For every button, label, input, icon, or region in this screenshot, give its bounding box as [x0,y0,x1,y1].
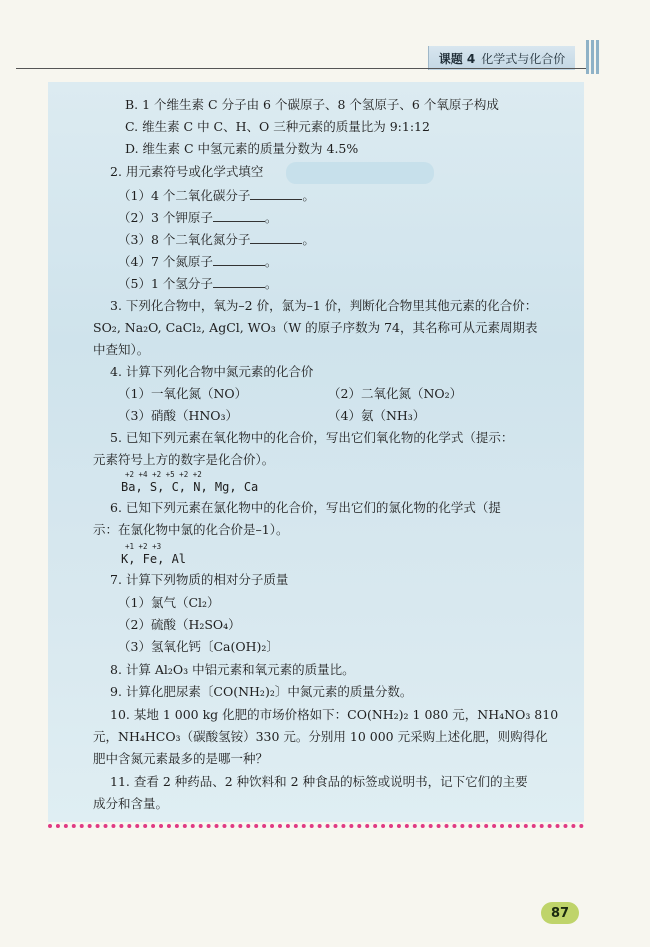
text-line: B. 1 个维生素 C 分子由 6 个碳原子、8 个氢原子、6 个氧原子构成 [125,97,499,112]
text-line: 肥中含氮元素最多的是哪一种？ [93,751,269,766]
question-11: 11. 查看 2 种药品、2 种饮料和 2 种食品的标签或说明书，记下它们的主要 [110,774,528,789]
question-8: 8. 计算 Al₂O₃ 中铝元素和氧元素的质量比。 [110,662,355,677]
question-4: 4. 计算下列化合物中氮元素的化合价 [110,364,314,379]
text-line: 成分和含量。 [93,796,169,811]
sub-item: （1）氯气（Cl₂） [118,595,220,610]
header-rule [16,68,586,69]
element-list: K, Fe, Al [121,552,187,566]
oxidation-states: +2 +4 +2 +5 +2 +2 [125,470,202,479]
question-5: 5. 已知下列元素在氧化物中的化合价，写出它们氧化物的化学式（提示： [110,430,514,445]
text-line: 中查知）。 [93,342,150,357]
text-line: SO₂, Na₂O, CaCl₂, AgCl, WO₃（W 的原子序数为 74，其名称可从元素周期表 [93,320,538,335]
lesson-number: 课题 4 [438,51,476,66]
fill-blank-line: （2）3 个钾原子 。 [118,210,278,225]
sub-item: （2）二氧化氮（NO₂） [328,386,463,401]
question-6: 6. 已知下列元素在氯化物中的化合价，写出它们的氯化物的化学式（提 [110,500,501,515]
sub-item: （3）硝酸（HNO₃） [118,408,239,423]
top-margin [0,0,650,40]
sub-item: （1）一氧化氮（NO） [118,386,248,401]
edge-decoration [586,40,606,74]
fill-blank-line: （1）4 个二氧化碳分子 。 [118,188,315,203]
dotted-divider [48,824,584,828]
answer-blank [213,275,265,288]
page-number: 87 [541,902,579,924]
fill-blank-line: （4）7 个氮原子 。 [118,254,278,269]
question-9: 9. 计算化肥尿素〔CO(NH₂)₂〕中氮元素的质量分数。 [110,684,413,699]
sub-item: （4）氨（NH₃） [328,408,426,423]
answer-blank [250,187,302,200]
text-line: C. 维生素 C 中 C、H、O 三种元素的质量比为 9:1:12 [125,119,430,134]
element-list: Ba, S, C, N, Mg, Ca [121,480,259,494]
answer-blank [213,253,265,266]
panel-banner-decoration [286,162,434,184]
answer-blank [213,209,265,222]
question-10: 10. 某地 1 000 kg 化肥的市场价格如下：CO(NH₂)₂ 1 080 元，NH₄NO₃ 810 [110,707,559,722]
fill-blank-line: （3）8 个二氧化氮分子 。 [118,232,315,247]
oxidation-states: +1 +2 +3 [125,542,162,551]
sub-item: （2）硫酸（H₂SO₄） [118,617,241,632]
text-line: 元素符号上方的数字是化合价）。 [93,452,275,467]
question-3: 3. 下列化合物中，氧为–2 价，氯为–1 价，判断化合物里其他元素的化合价： [110,298,538,313]
text-line: D. 维生素 C 中氢元素的质量分数为 4.5% [125,141,359,156]
question-7: 7. 计算下列物质的相对分子质量 [110,572,289,587]
sub-item: （3）氢氧化钙〔Ca(OH)₂〕 [118,639,279,654]
lesson-title: 化学式与化合价 [481,51,566,66]
text-line: 示：在氯化物中氯的化合价是–1）。 [93,522,289,537]
fill-blank-line: （5）1 个氢分子 。 [118,276,278,291]
chapter-header [428,46,575,70]
question-2: 2. 用元素符号或化学式填空 [110,164,264,179]
answer-blank [250,231,302,244]
text-line: 元，NH₄HCO₃（碳酸氢铵）330 元。分别用 10 000 元采购上述化肥，则购得化 [93,729,548,744]
